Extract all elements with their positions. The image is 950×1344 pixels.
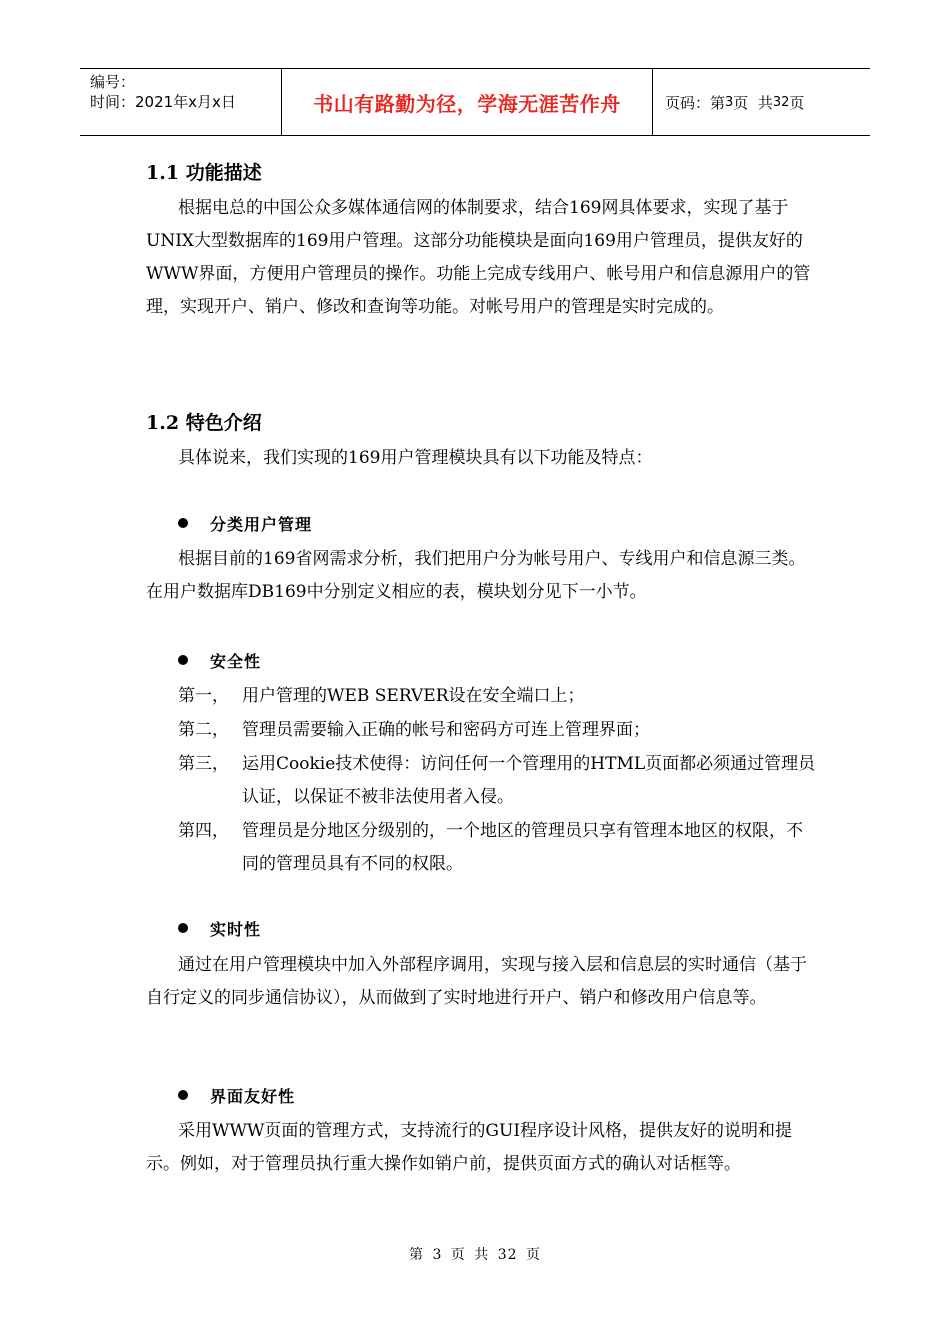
feature-title: 界面友好性 (210, 1087, 296, 1106)
page-current: 3 (725, 94, 734, 110)
bullet-dot-icon (178, 923, 188, 933)
security-list-item (178, 815, 818, 881)
header-motto: 书山有路勤为径，学海无涯苦作舟 (313, 91, 621, 116)
list-number: 第三， (178, 754, 229, 774)
feature-heading-security (178, 650, 261, 674)
date-text: 时间：2021年x月x日 (90, 93, 236, 111)
list-number: 第四， (178, 821, 229, 841)
bullet-dot-icon (178, 655, 188, 665)
feature-classification-paragraph: 根据目前的169省网需求分析，我们把用户分为帐号用户、专线用户和信息源三类。在用户数据库DB169中分别定义相应的表，模块划分见下一小节。 (146, 549, 806, 602)
security-list-item (178, 680, 818, 713)
feature-heading-realtime (178, 918, 261, 942)
page-label: 页码：第 (665, 93, 726, 112)
section-heading-1-1 (146, 160, 262, 186)
header-page-cell (653, 69, 870, 135)
section-number: 1.2 (146, 412, 180, 434)
feature-title: 分类用户管理 (210, 515, 313, 534)
section-1-2-paragraph: 具体说来，我们实现的169用户管理模块具有以下功能及特点： (178, 448, 653, 468)
page-unit: 页 共 (733, 93, 773, 112)
bullet-dot-icon (178, 1090, 188, 1100)
list-number: 第一， (178, 686, 229, 706)
page-header-table (80, 68, 870, 136)
page-end: 页 (789, 93, 805, 112)
list-text: 用户管理的WEB SERVER设在安全端口上； (242, 686, 585, 706)
feature-title: 实时性 (210, 920, 262, 939)
list-number: 第二， (178, 720, 229, 740)
feature-heading-ui (178, 1085, 295, 1109)
feature-ui-paragraph: 采用WWW页面的管理方式，支持流行的GUI程序设计风格，提供友好的说明和提示。例如，对于管理员执行重大操作如销户前，提供页面方式的确认对话框等。 (146, 1121, 793, 1174)
header-meta-cell (80, 69, 282, 135)
feature-heading-classification (178, 513, 312, 537)
section-number: 1.1 (146, 162, 180, 184)
page-footer: 第 3 页 共 32 页 (409, 1247, 541, 1263)
bullet-dot-icon (178, 518, 188, 528)
section-1-1-paragraph: 根据电总的中国公众多媒体通信网的体制要求，结合169网具体要求，实现了基于UNIX大型数据库的169用户管理。这部分功能模块是面向169用户管理员，提供友好的WWW界面，方便用户管理员的操作。功能上完成专线用户、帐号用户和信息源用户的管理，实现开户、销户、修改和查询等功能。对帐号用户的管理是实时完成的。 (146, 198, 811, 317)
list-text: 管理员是分地区分级别的，一个地区的管理员只享有管理本地区的权限，不同的管理员具有不同的权限。 (242, 821, 803, 874)
section-title: 功能描述 (185, 162, 262, 184)
header-motto-cell (282, 69, 653, 135)
feature-title: 安全性 (210, 652, 262, 671)
section-heading-1-2 (146, 410, 262, 436)
list-text: 管理员需要输入正确的帐号和密码方可连上管理界面； (242, 720, 650, 740)
feature-realtime-paragraph: 通过在用户管理模块中加入外部程序调用，实现与接入层和信息层的实时通信（基于自行定义的同步通信协议），从而做到了实时地进行开户、销户和修改用户信息等。 (146, 955, 807, 1008)
page-total: 32 (772, 94, 790, 110)
list-text: 运用Cookie技术使得：访问任何一个管理用的HTML页面都必须通过管理员认证，以保证不被非法使用者入侵。 (242, 754, 816, 807)
security-list-item (178, 748, 818, 814)
section-title: 特色介绍 (185, 412, 262, 434)
security-list-item (178, 714, 818, 747)
serial-label: 编号： (90, 73, 136, 91)
